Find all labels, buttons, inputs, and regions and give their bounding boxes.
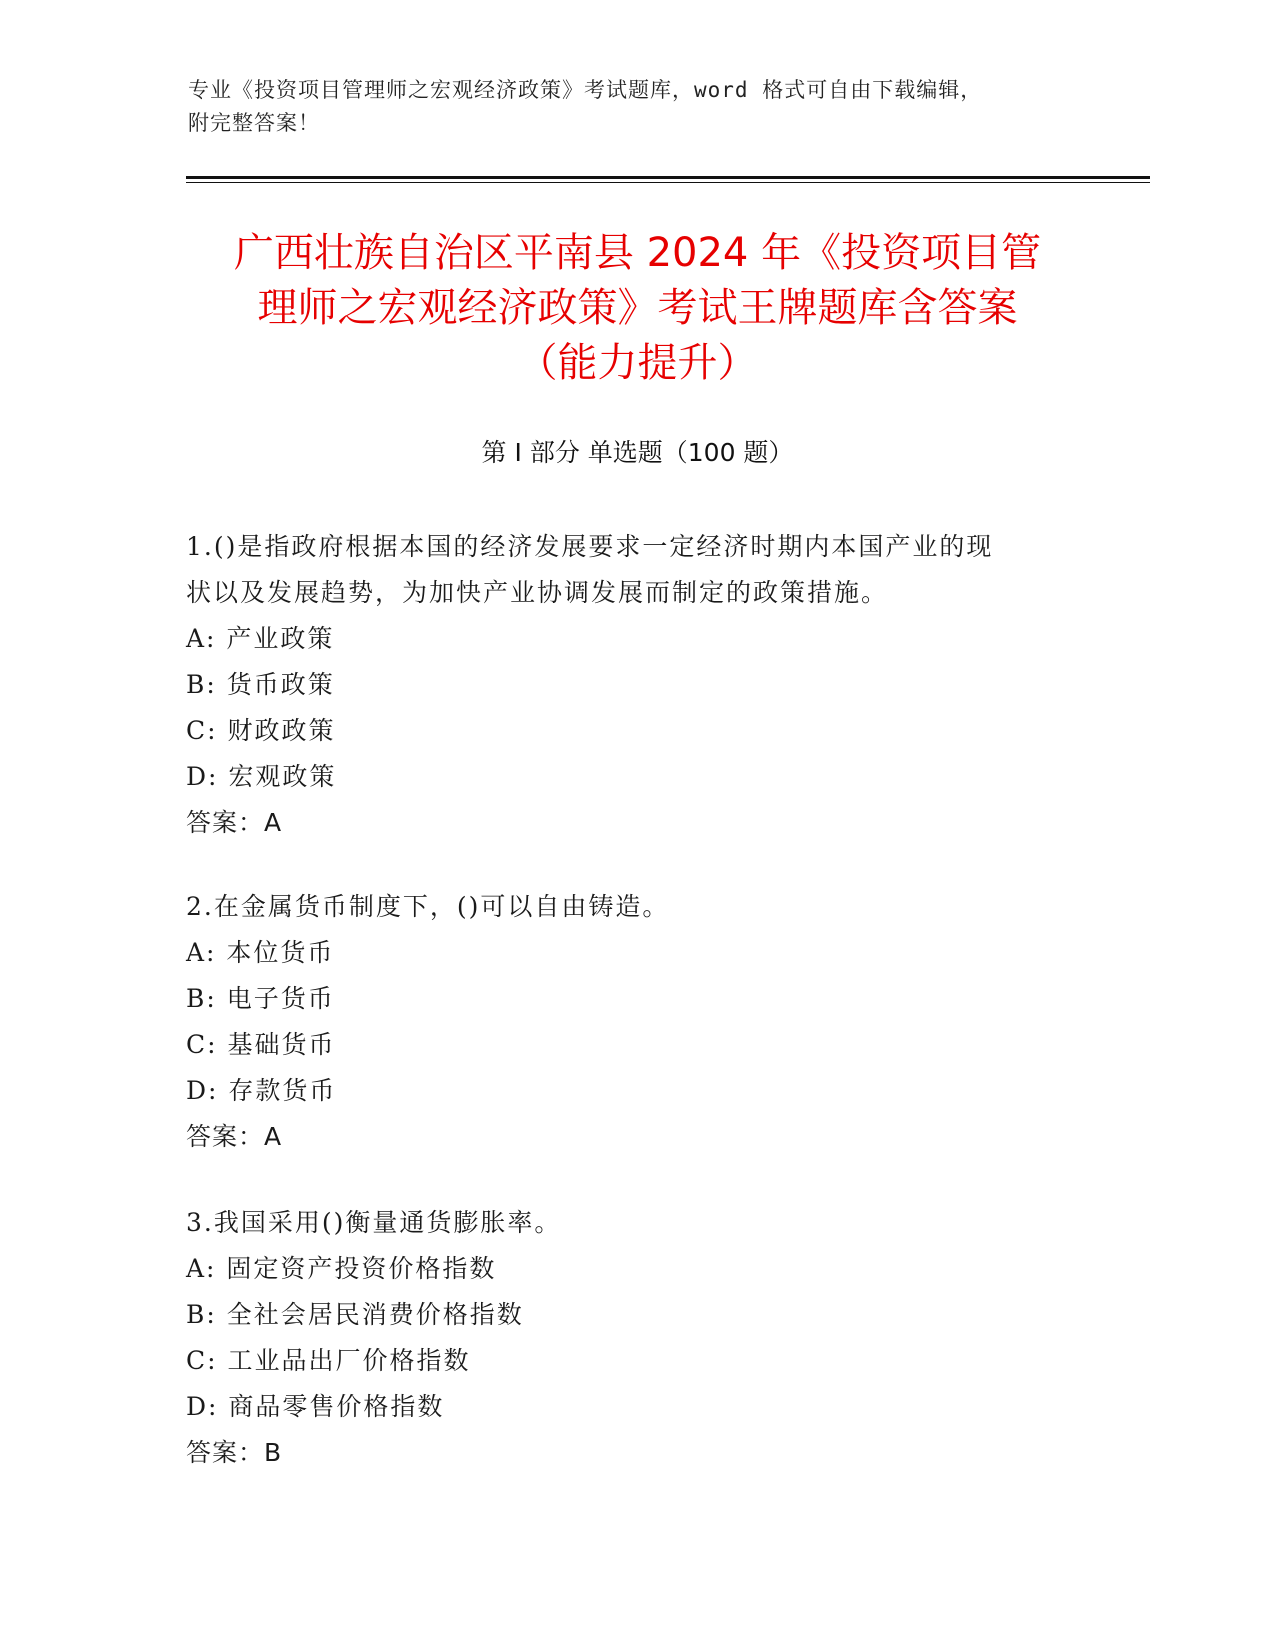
option-b: B: 电子货币 (186, 984, 335, 1013)
title-line-1: 广西壮族自治区平南县 2024 年《投资项目管 (233, 230, 1042, 276)
answer: 答案：A (186, 808, 283, 837)
question-stem-line: 2.在金属货币制度下，()可以自由铸造。 (186, 892, 670, 921)
header-note (188, 74, 1088, 140)
question-1 (186, 524, 1086, 846)
option-b: B: 全社会居民消费价格指数 (186, 1300, 524, 1329)
question-3 (186, 1200, 1086, 1476)
option-b: B: 货币政策 (186, 670, 335, 699)
question-stem-line: 1.()是指政府根据本国的经济发展要求一定经济时期内本国产业的现 (186, 532, 994, 561)
header-note-line-1: 专业《投资项目管理师之宏观经济政策》考试题库，word 格式可自由下载编辑， (188, 78, 983, 102)
answer: 答案：A (186, 1122, 283, 1151)
header-rule-thick (186, 176, 1150, 179)
option-d: D: 存款货币 (186, 1076, 337, 1105)
header-rule-thin (186, 182, 1150, 183)
option-a: A: 本位货币 (186, 938, 335, 967)
option-c: C: 工业品出厂价格指数 (186, 1346, 471, 1375)
header-note-line-2: 附完整答案！ (188, 111, 320, 135)
answer: 答案：B (186, 1438, 283, 1467)
option-d: D: 宏观政策 (186, 762, 337, 791)
option-a: A: 固定资产投资价格指数 (186, 1254, 497, 1283)
option-d: D: 商品零售价格指数 (186, 1392, 445, 1421)
option-c: C: 财政政策 (186, 716, 336, 745)
question-stem-line: 状以及发展趋势，为加快产业协调发展而制定的政策措施。 (186, 578, 889, 607)
section-heading: 第 I 部分 单选题（100 题） (481, 438, 794, 467)
option-a: A: 产业政策 (186, 624, 335, 653)
title-line-2: 理师之宏观经济政策》考试王牌题库含答案 (257, 285, 1018, 331)
option-c: C: 基础货币 (186, 1030, 336, 1059)
question-2 (186, 884, 1086, 1160)
question-stem-line: 3.我国采用()衡量通货膨胀率。 (186, 1208, 562, 1237)
title-line-3: （能力提升） (517, 340, 758, 386)
document-title (150, 226, 1125, 391)
